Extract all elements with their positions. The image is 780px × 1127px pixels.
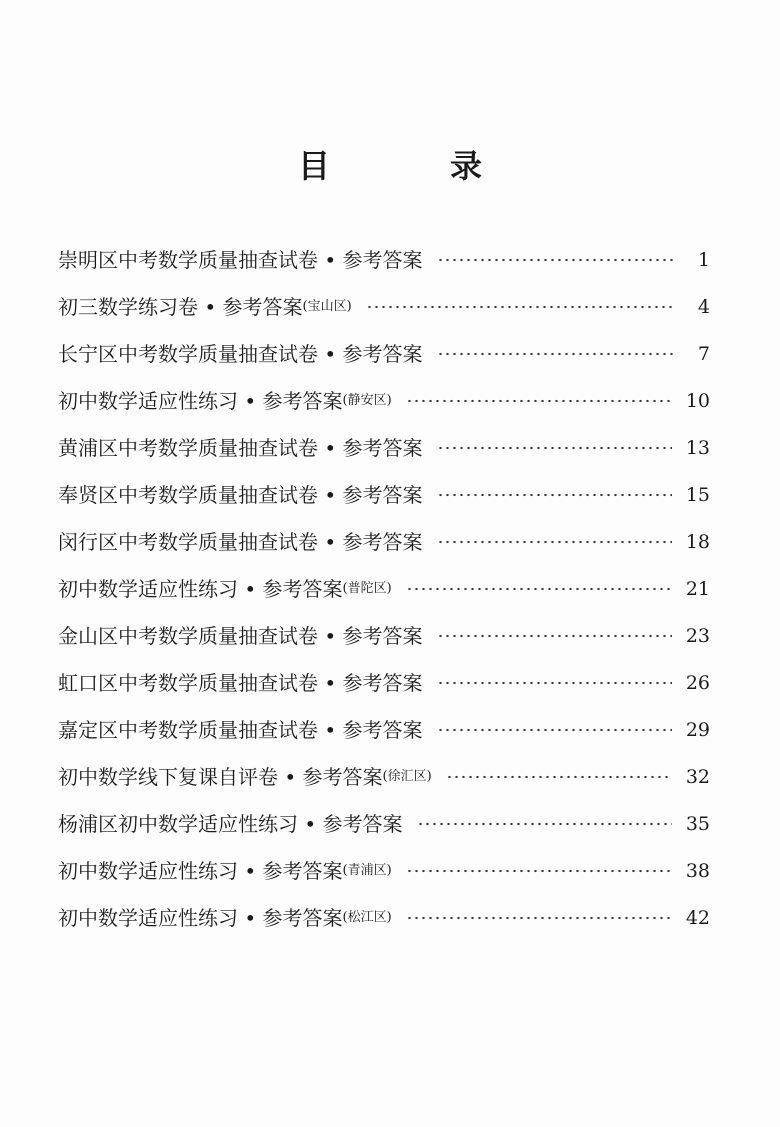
entry-district: (松江区): [342, 909, 392, 925]
entry-page-number: 4: [697, 295, 710, 318]
toc-entry: [58, 283, 710, 330]
dot-leader: [437, 626, 672, 646]
dot-leader: [446, 767, 672, 787]
entry-page-number: 21: [685, 577, 710, 600]
entry-title: 初中数学适应性练习 • 参考答案: [58, 576, 343, 601]
dot-leader: [366, 297, 674, 317]
toc-entry: [58, 424, 710, 471]
entry-page-number: 15: [685, 483, 710, 506]
toc-entry: [58, 800, 710, 847]
dot-leader: [406, 579, 672, 599]
entry-page-number: 13: [685, 436, 710, 459]
entry-title: 初中数学适应性练习 • 参考答案: [58, 858, 343, 883]
entry-title: 嘉定区中考数学质量抽查试卷 • 参考答案: [58, 717, 423, 742]
dot-leader: [437, 532, 672, 552]
entry-title: 初三数学练习卷 • 参考答案: [58, 294, 303, 319]
entry-page-number: 32: [685, 765, 710, 788]
toc-entry: [58, 236, 710, 283]
dot-leader: [406, 908, 672, 928]
entry-page-number: 26: [685, 671, 710, 694]
entry-title: 奉贤区中考数学质量抽查试卷 • 参考答案: [58, 482, 423, 507]
toc-entry: [58, 894, 710, 941]
dot-leader: [417, 814, 672, 834]
toc-entry: [58, 706, 710, 753]
entry-page-number: 18: [685, 530, 710, 553]
dot-leader: [406, 391, 672, 411]
dot-leader: [437, 485, 672, 505]
toc-entry: [58, 847, 710, 894]
entry-page-number: 7: [697, 342, 710, 365]
entry-title: 初中数学适应性练习 • 参考答案: [58, 905, 343, 930]
entry-title: 初中数学适应性练习 • 参考答案: [58, 388, 343, 413]
dot-leader: [437, 344, 674, 364]
dot-leader: [406, 861, 672, 881]
entry-district: (徐汇区): [382, 768, 432, 784]
entry-title: 闵行区中考数学质量抽查试卷 • 参考答案: [58, 529, 423, 554]
toc-entry: [58, 565, 710, 612]
entry-page-number: 23: [685, 624, 710, 647]
toc-entry: [58, 659, 710, 706]
toc-list: [58, 236, 710, 941]
page-title: 目 录: [297, 147, 526, 185]
entry-page-number: 35: [685, 812, 710, 835]
toc-entry: [58, 377, 710, 424]
dot-leader: [437, 720, 672, 740]
entry-page-number: 38: [685, 859, 710, 882]
entry-district: (普陀区): [342, 580, 392, 596]
toc-entry: [58, 330, 710, 377]
entry-title: 长宁区中考数学质量抽查试卷 • 参考答案: [58, 341, 423, 366]
entry-district: (宝山区): [302, 298, 352, 314]
entry-title: 初中数学线下复课自评卷 • 参考答案: [58, 764, 383, 789]
toc-entry: [58, 753, 710, 800]
toc-entry: [58, 612, 710, 659]
entry-district: (青浦区): [342, 862, 392, 878]
entry-title: 虹口区中考数学质量抽查试卷 • 参考答案: [58, 670, 423, 695]
entry-page-number: 1: [697, 248, 710, 271]
entry-page-number: 10: [685, 389, 710, 412]
dot-leader: [437, 673, 672, 693]
entry-title: 黄浦区中考数学质量抽查试卷 • 参考答案: [58, 435, 423, 460]
dot-leader: [437, 250, 674, 270]
entry-title: 杨浦区初中数学适应性练习 • 参考答案: [58, 811, 403, 836]
entry-title: 崇明区中考数学质量抽查试卷 • 参考答案: [58, 247, 423, 272]
entry-page-number: 42: [685, 906, 710, 929]
entry-page-number: 29: [685, 718, 710, 741]
dot-leader: [437, 438, 672, 458]
entry-district: (静安区): [342, 392, 392, 408]
toc-entry: [58, 471, 710, 518]
entry-title: 金山区中考数学质量抽查试卷 • 参考答案: [58, 623, 423, 648]
toc-entry: [58, 518, 710, 565]
